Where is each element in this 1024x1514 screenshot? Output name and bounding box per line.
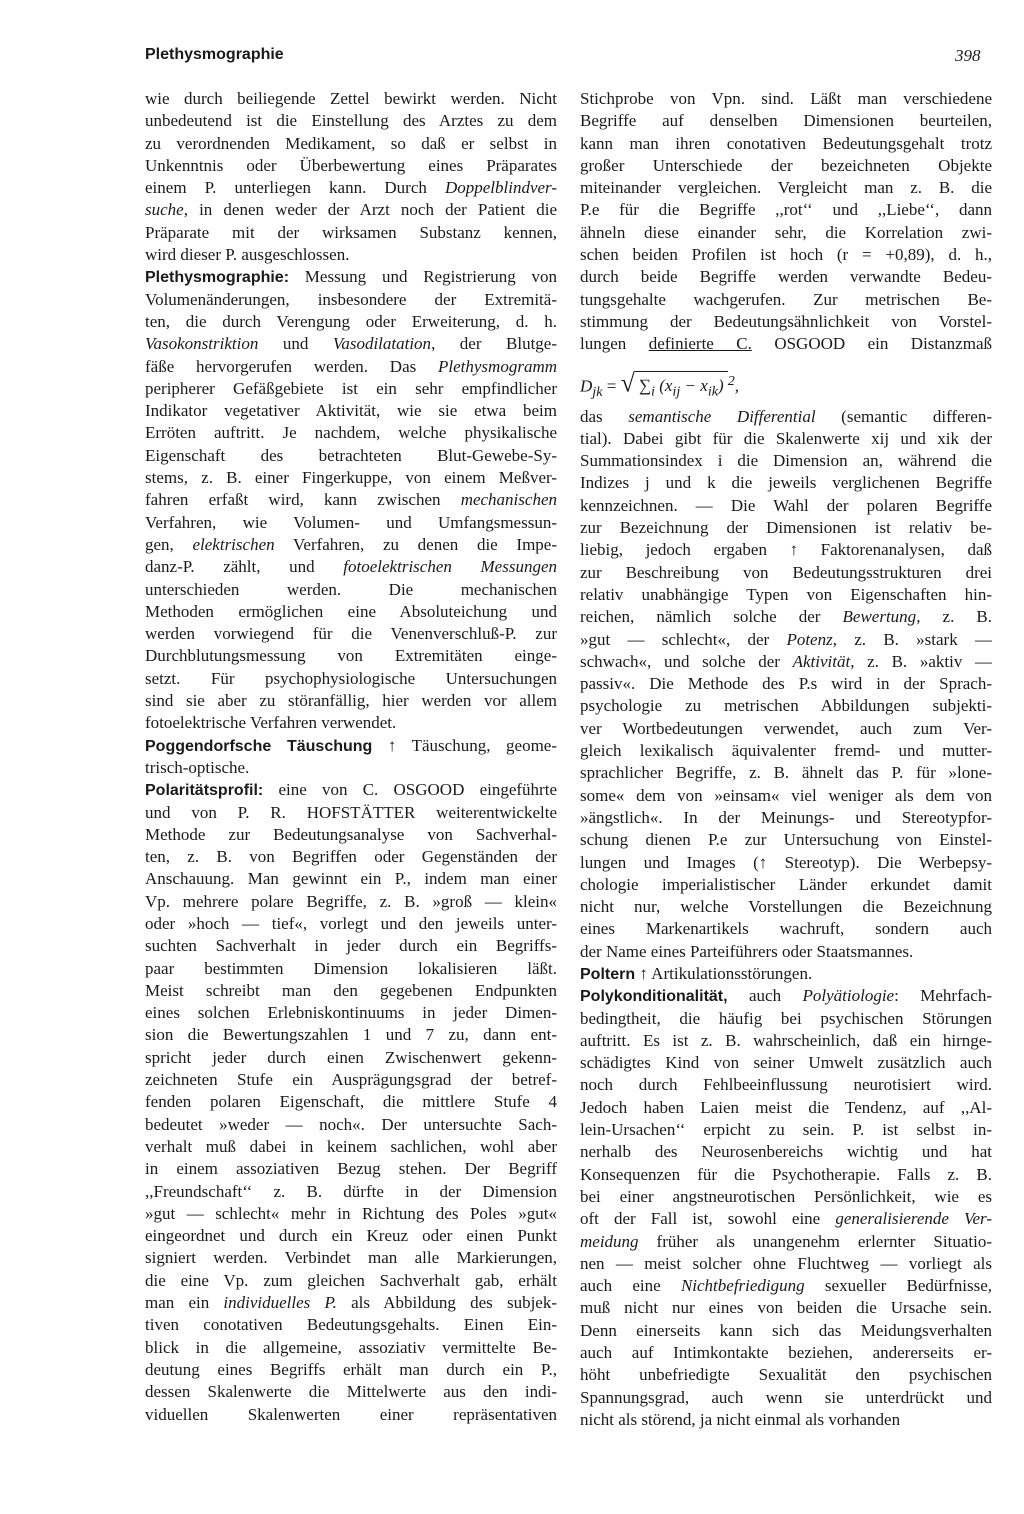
text-line: stimmung der Bedeutungsähnlichkeit von Vorstel-: [580, 311, 992, 331]
text-line: Begriffe auf denselben Dimensionen beurteilen,: [580, 111, 992, 131]
text-line: blick in die allgemeine, assoziativ vermittelte Be-: [145, 1337, 557, 1357]
text-line: viduellen Skalenwerten einer repräsentativen: [145, 1404, 557, 1424]
text-line: schwach«, und solche der Aktivität, z. B. »aktiv —: [580, 651, 992, 671]
text-line: psychologie zu metrischen Abbildungen subjekti-: [580, 696, 992, 716]
text-line: paar bestimmten Dimension lokalisieren läßt.: [145, 958, 557, 978]
text-line: fenden polaren Eigenschaft, die mittlere Stufe 4: [145, 1092, 557, 1112]
text-line: auch auf Intimkontakte beziehen, andererseits er-: [580, 1343, 992, 1363]
text-line: Vasokonstriktion und Vasodilatation, der Blutge-: [145, 334, 557, 354]
text-line: großer Unterschiede der bezeichneten Objekte: [580, 155, 992, 175]
text-line: »gut — schlecht«, der Potenz, z. B. »stark —: [580, 629, 992, 649]
text-line: zeichneten Stufe ein Ausprägungsgrad der betref-: [145, 1070, 557, 1090]
text-line: ver Wortbedeutungen verwendet, auch zum Ver-: [580, 718, 992, 738]
text-line: nicht nur, welche Vorstellungen die Bezeichnung: [580, 897, 992, 917]
text-line: die eine Vp. zum gleichen Sachverhalt gab, erhält: [145, 1270, 557, 1290]
running-head: Plethysmographie: [145, 46, 284, 63]
text-line: Methoden ermöglichen eine Absoluteichung und: [145, 601, 557, 621]
text-line: gleich lexikalisch äquivalenter fremd- und mutter-: [580, 741, 992, 761]
right-column: [580, 88, 992, 1431]
text-line: reichen, nämlich solche der Bewertung, z. B.: [580, 607, 992, 627]
text-line: sprachlicher Begriffe, z. B. ähnelt das P. für »lone-: [580, 763, 992, 783]
text-line: signiert werden. Verbindet man alle Markierungen,: [145, 1248, 557, 1268]
text-line: werden vorwiegend für die Venenverschluß-P. zur: [145, 624, 557, 644]
text-line: verhalt muß dabei in keinem sachlichen, wohl aber: [145, 1136, 557, 1156]
text-line: schen beiden Profilen ist hoch (r = +0,89), d. h.,: [580, 245, 992, 265]
text-line: ten, die durch Verengung oder Erweiterung, d. h.: [145, 311, 557, 331]
text-line: lungen definierte C. OSGOOD ein Distanzmaß: [580, 334, 992, 354]
text-line: meidung früher als unangenehm erlernter Situatio-: [580, 1231, 992, 1251]
text-line: durch beide Begriffe werden verwandte Bedeu-: [580, 267, 992, 287]
text-line: tungsgehalte wachgerufen. Zur metrischen Be-: [580, 289, 992, 309]
text-line: ,,Freundschaft‘‘ z. B. dürfte in der Dimension: [145, 1181, 557, 1201]
text-line: das semantische Differential (semantic differen-: [580, 406, 992, 426]
text-line: bedeutet »weder — noch«. Der untersuchte Sach-: [145, 1114, 557, 1134]
text-line: wird dieser P. ausgeschlossen.: [145, 245, 350, 265]
text-line: auftritt. Es ist z. B. wahrscheinlich, daß ein hirnge-: [580, 1030, 992, 1050]
text-line: fotoelektrische Verfahren verwendet.: [145, 713, 397, 733]
text-line: höht unbefriedigte Sexualität den psychischen: [580, 1365, 992, 1385]
text-line: Konsequenzen für die Psychotherapie. Falls z. B.: [580, 1164, 992, 1184]
text-line: Eigenschaft des betrachteten Blut-Gewebe-Sy-: [145, 445, 557, 465]
text-line: Volumenänderungen, insbesondere der Extremitä-: [145, 289, 557, 309]
text-line: unterschieden werden. Die mechanischen: [145, 579, 557, 599]
text-line: Unkenntnis oder Überbewertung eines Präparates: [145, 155, 557, 175]
text-line: man ein individuelles P. als Abbildung des subjek-: [145, 1293, 557, 1313]
text-line: Denn einerseits kann sich das Meidungsverhalten: [580, 1320, 992, 1340]
text-line: Indizes j und k die jeweils verglichenen Begriffe: [580, 473, 992, 493]
text-line: deutung eines Begriffs erhält man durch ein P.,: [145, 1359, 557, 1379]
text-line: sind sie aber zu störanfällig, hier werden vor allem: [145, 691, 557, 711]
text-line: sion die Bewertungszahlen 1 und 7 zu, dann ent-: [145, 1025, 557, 1045]
text-line: nerhalb des Neurosenbereichs wichtig und hat: [580, 1142, 992, 1162]
text-line: Präparate mit der wirksamen Substanz kennen,: [145, 222, 557, 242]
text-line: Indikator vegetativer Aktivität, wie sie etwa beim: [145, 401, 557, 421]
text-line: Summationsindex i die Dimension an, während die: [580, 451, 992, 471]
text-line: Verfahren, wie Volumen- und Umfangsmessun-: [145, 512, 557, 532]
text-line: Polykonditionalität, auch Polyätiologie: Mehrfach-: [580, 986, 992, 1006]
text-line: fäße hervorgerufen werden. Das Plethysmogramm: [145, 356, 557, 376]
text-line: suche, in denen weder der Arzt noch der Patient die: [145, 200, 557, 220]
text-line: einem P. unterliegen kann. Durch Doppelblindver-: [145, 178, 557, 198]
text-line: ähneln diese einander sehr, die Korrelation zwi-: [580, 222, 992, 242]
text-line: Anschauung. Man gewinnt ein P., indem man einer: [145, 869, 557, 889]
text-line: Poltern ↑ Artikulationsstörungen.: [580, 963, 813, 983]
text-line: oder »hoch — tief«, vorlegt und den jeweils unter-: [145, 913, 557, 933]
text-line: tiven conotativen Bedeutungsgehalts. Einen Ein-: [145, 1315, 557, 1335]
text-line: »ängstlich«. In der Meinungs- und Stereotypfor-: [580, 807, 992, 827]
text-line: P.e für die Begriffe ,,rot‘‘ und ,,Liebe‘‘, dann: [580, 200, 992, 220]
text-line: chologie imperialistischer Länder erkundet damit: [580, 874, 992, 894]
text-line: gen, elektrischen Verfahren, zu denen die Impe-: [145, 534, 557, 554]
text-line: fahren erfaßt wird, kann zwischen mechanischen: [145, 490, 557, 510]
text-line: lein-Ursachen‘‘ erpicht zu sein. P. ist selbst in-: [580, 1120, 992, 1140]
text-line: noch durch Fehlbeeinflussung neurotisiert wird.: [580, 1075, 992, 1095]
text-line: Jedoch haben Laien meist die Tendenz, auf ,,Al-: [580, 1097, 992, 1117]
text-line: suchten Sachverhalt in jeder durch ein Begriffs-: [145, 936, 557, 956]
text-line: der Name eines Parteiführers oder Staatsmannes.: [580, 941, 914, 961]
text-line: ten, z. B. von Begriffen oder Gegenständen der: [145, 847, 557, 867]
text-line: spricht jeder durch einen Zwischenwert gekenn-: [145, 1047, 557, 1067]
text-line: oft der Fall ist, sowohl eine generalisierende Ver-: [580, 1209, 992, 1229]
text-line: Erröten auftritt. Je nachdem, welche physikalische: [145, 423, 557, 443]
text-line: muß nicht nur eines von beiden die Ursache sein.: [580, 1298, 992, 1318]
text-line: relativ unabhängige Typen von Eigenschaften hin-: [580, 584, 992, 604]
text-line: Plethysmographie: Messung und Registrierung von: [145, 267, 557, 287]
text-line: setzt. Für psychophysiologische Untersuchungen: [145, 668, 557, 688]
text-line: kann man ihren conotativen Bedeutungsgehalt trotz: [580, 133, 992, 153]
text-line: nicht als störend, ja nicht einmal als vorhanden: [580, 1409, 901, 1429]
text-line: miteinander vergleichen. Vergleicht man z. B. die: [580, 178, 992, 198]
text-line: liebig, jedoch ergaben ↑ Faktorenanalysen, daß: [580, 540, 992, 560]
text-line: stems, z. B. einer Fingerkuppe, von einem Meßver-: [145, 468, 557, 488]
text-line: danz-P. zählt, und fotoelektrischen Messungen: [145, 557, 557, 577]
text-line: eingeordnet und durch ein Kreuz oder einen Punkt: [145, 1226, 557, 1246]
text-line: Polaritätsprofil: eine von C. OSGOOD eingeführte: [145, 780, 557, 800]
text-line: zu verordnenden Medikament, so daß er selbst in: [145, 133, 557, 153]
text-line: trisch-optische.: [145, 757, 250, 777]
text-line: kennzeichnen. — Die Wahl der polaren Begriffe: [580, 495, 992, 515]
text-line: und von P. R. HOFSTÄTTER weiterentwickelte: [145, 802, 557, 822]
distance-formula: $D_{jk}$ = √ $\sum_i$ $(x_{ij} - x_{ik})$ $^2$,: [580, 356, 992, 406]
text-line: unbedeutend ist die Einstellung des Arztes zu dem: [145, 111, 557, 131]
text-line: eines Markenartikels wachruft, sondern auch: [580, 919, 992, 939]
text-line: dessen Skalenwerte die Mittelwerte aus den indi-: [145, 1382, 557, 1402]
text-line: schung dienen P.e zur Untersuchung von Einstel-: [580, 830, 992, 850]
text-line: peripherer Gefäßgebiete ist ein sehr empfindlicher: [145, 378, 557, 398]
text-line: Spannungsgrad, auch wenn sie unterdrückt und: [580, 1387, 992, 1407]
text-line: Meist schreibt man den gegebenen Endpunkten: [145, 980, 557, 1000]
page-number: 398: [955, 46, 981, 65]
text-line: zur Bezeichnung der Dimensionen ist relativ be-: [580, 518, 992, 538]
text-line: eines solchen Erlebniskontinuums in jeder Dimen-: [145, 1003, 557, 1023]
text-line: tial). Dabei gibt für die Skalenwerte xij und xik der: [580, 428, 992, 448]
text-line: lungen und Images (↑ Stereotyp). Die Werbepsy-: [580, 852, 992, 872]
text-line: in einem assoziativen Bezug stehen. Der Begriff: [145, 1159, 557, 1179]
left-column: [145, 88, 557, 1426]
text-line: zur Beschreibung von Bedeutungsstrukturen drei: [580, 562, 992, 582]
text-line: bei einer angstneurotischen Persönlichkeit, wie es: [580, 1186, 992, 1206]
text-line: wie durch beiliegende Zettel bewirkt werden. Nicht: [145, 89, 557, 108]
text-line: »gut — schlecht« mehr in Richtung des Poles »gut«: [145, 1203, 557, 1223]
text-line: bedingtheit, die häufig bei psychischen Störungen: [580, 1008, 992, 1028]
text-line: Stichprobe von Vpn. sind. Läßt man verschiedene: [580, 89, 992, 108]
text-line: auch eine Nichtbefriedigung sexueller Bedürfnisse,: [580, 1276, 992, 1296]
text-line: Durchblutungsmessung von Extremitäten einge-: [145, 646, 557, 666]
text-line: nen — meist solcher ohne Fluchtweg — vorliegt als: [580, 1253, 992, 1273]
text-line: schädigtes Kind von seiner Umwelt zusätzlich auch: [580, 1053, 992, 1073]
text-line: passiv«. Die Methode des P.s wird in der Sprach-: [580, 674, 992, 694]
text-line: Methode zur Bedeutungsanalyse von Sachverhal-: [145, 824, 557, 844]
text-line: some« dem von »einsam« viel weniger als dem von: [580, 785, 992, 805]
text-line: Poggendorfsche Täuschung ↑ Täuschung, geome-: [145, 735, 557, 755]
text-line: Vp. mehrere polare Begriffe, z. B. »groß — klein«: [145, 891, 557, 911]
